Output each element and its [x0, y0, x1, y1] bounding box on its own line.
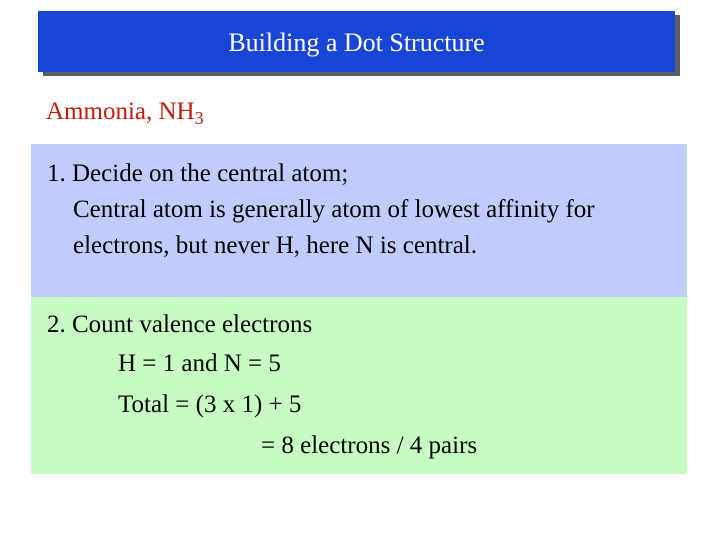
slide-title-text: Building a Dot Structure [228, 28, 485, 57]
step-1-line-1: Central atom is generally atom of lowest affinity for [73, 196, 595, 223]
slide-subtitle [46, 98, 204, 129]
step-2-result: = 8 electrons / 4 pairs [261, 432, 478, 459]
subtitle-subscript: 3 [194, 108, 204, 128]
step-2-counts: H = 1 and N = 5 [118, 350, 281, 377]
step-1-line-2: electrons, but never H, here N is central. [73, 232, 478, 259]
step-2-heading: 2. Count valence electrons [47, 311, 313, 338]
step-2-box [31, 297, 687, 474]
step-1-box [31, 144, 687, 297]
subtitle-text: Ammonia, NH [46, 98, 195, 125]
step-2-total: Total = (3 x 1) + 5 [118, 391, 302, 418]
slide-title [38, 11, 675, 72]
step-1-heading: 1. Decide on the central atom; [47, 160, 349, 187]
